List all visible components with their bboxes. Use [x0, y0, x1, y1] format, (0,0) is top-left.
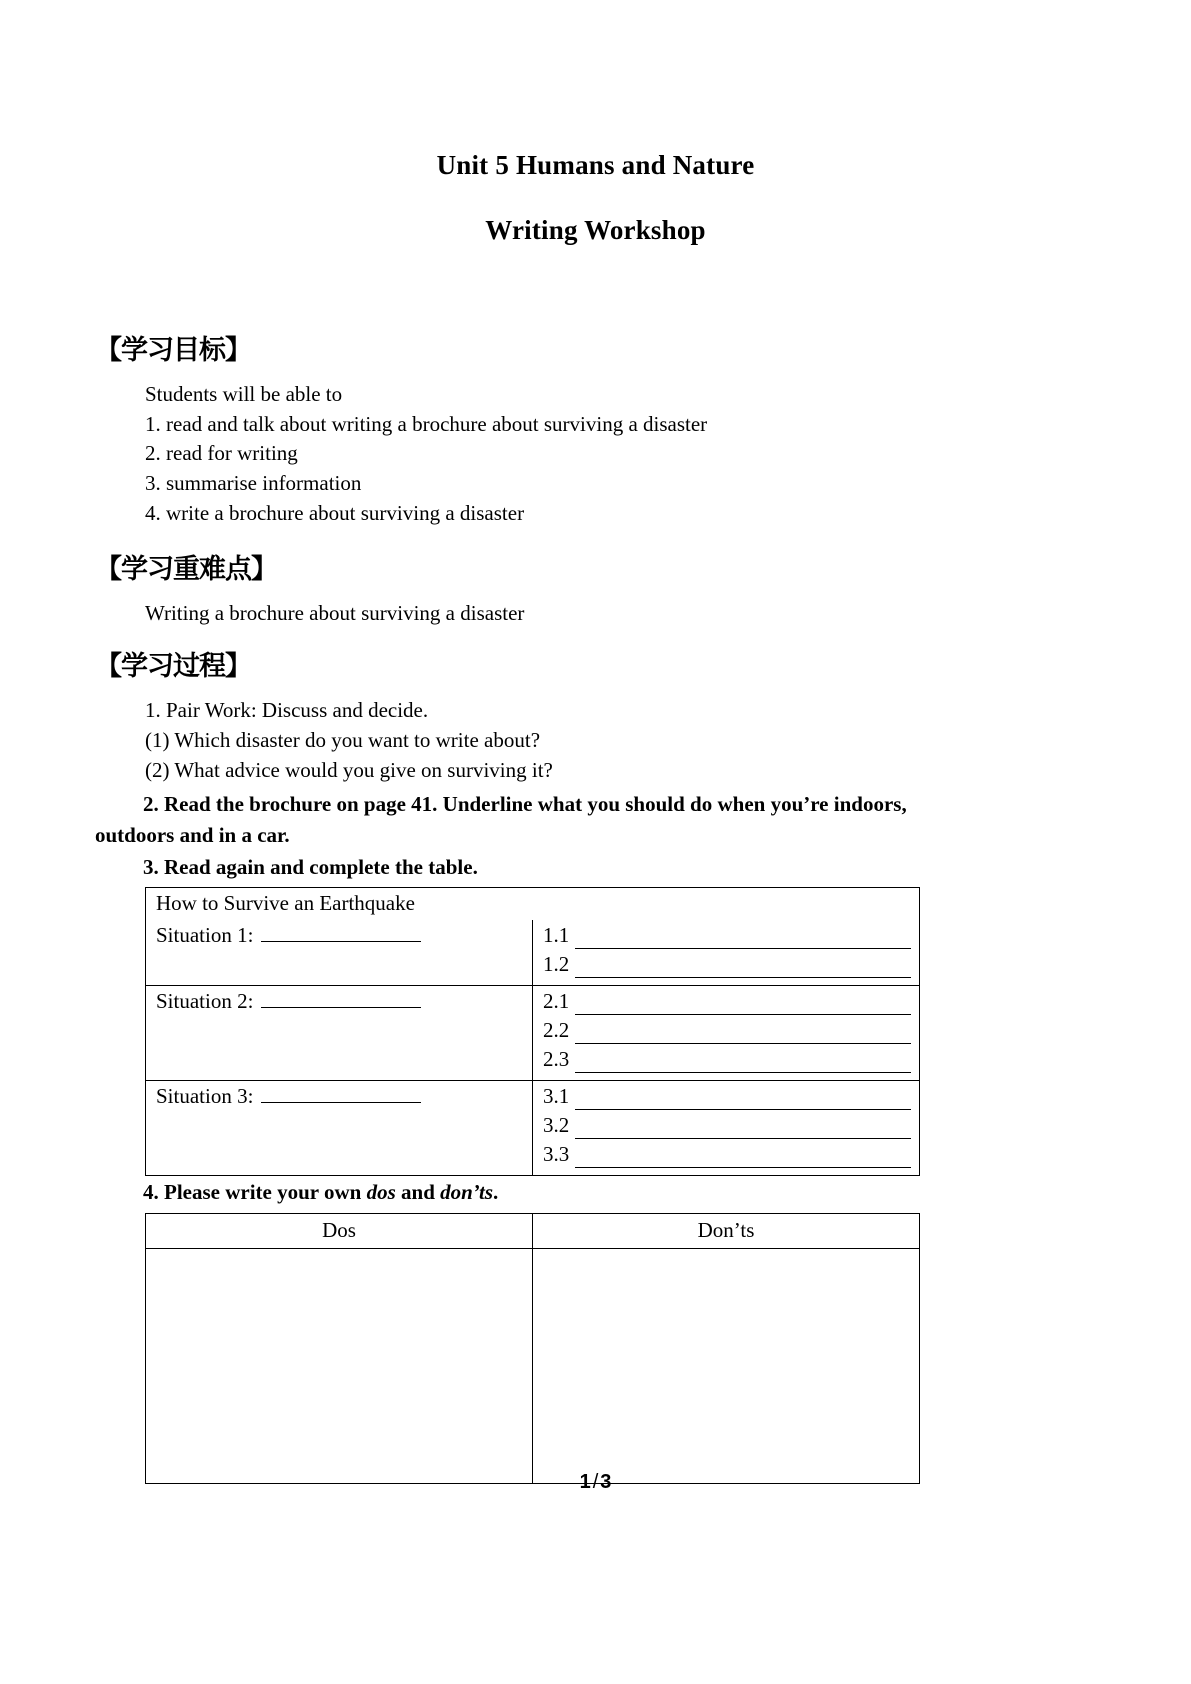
- point-blank-2-3[interactable]: [575, 1053, 911, 1073]
- point-row: [543, 1142, 911, 1171]
- situation-2-points: [533, 986, 919, 1080]
- point-row: [543, 1047, 911, 1076]
- point-label-2-1: 2.1: [543, 989, 570, 1013]
- point-blank-1-1[interactable]: [575, 929, 911, 949]
- survive-table-caption-cell: [146, 888, 920, 921]
- point-row: [543, 989, 911, 1018]
- step4-suffix: .: [493, 1180, 499, 1204]
- dos-column-header: Dos: [146, 1213, 533, 1248]
- process-step1: [95, 696, 1096, 785]
- step2-line-1: 2. Read the brochure on page 41. Underline what you should do when you’re indoors,: [143, 791, 907, 816]
- point-label-1-2: 1.2: [543, 952, 570, 976]
- dos-answer-area[interactable]: [146, 1248, 533, 1483]
- section-heading-focus: 【学习重难点】: [95, 553, 277, 585]
- page-footer: [0, 1471, 1191, 1494]
- donts-column-header: Don’ts: [533, 1213, 920, 1248]
- point-blank-1-2[interactable]: [575, 958, 911, 978]
- goals-item-1: 1. read and talk about writing a brochure about surviving a disaster: [145, 411, 708, 436]
- page-title-sub: Writing Workshop: [485, 215, 706, 245]
- footer-total-pages: 3: [600, 1471, 612, 1493]
- survive-table: [145, 887, 920, 1176]
- situation-2-label: Situation 2:: [156, 989, 254, 1013]
- step1-question-1: (1) Which disaster do you want to write about?: [145, 727, 541, 752]
- table-row: [146, 888, 920, 921]
- table-row: [146, 986, 920, 1081]
- point-row: [543, 923, 911, 952]
- point-blank-2-1[interactable]: [575, 995, 911, 1015]
- situation-3-label-wrap: [146, 1081, 532, 1113]
- point-label-2-2: 2.2: [543, 1018, 570, 1042]
- situation-2-cell: [146, 986, 533, 1081]
- situation-1-cell: [146, 920, 533, 986]
- step4-middle: and: [395, 1180, 441, 1204]
- point-row: [543, 952, 911, 981]
- survive-table-caption: How to Survive an Earthquake: [156, 891, 415, 915]
- point-label-2-3: 2.3: [543, 1047, 570, 1071]
- goals-item-4: 4. write a brochure about surviving a disaster: [145, 501, 525, 525]
- footer-current-page: 1: [579, 1471, 591, 1493]
- situation-2-points-cell: [533, 986, 920, 1081]
- step3-title: 3. Read again and complete the table.: [143, 855, 478, 880]
- step4-italic-dos: dos: [366, 1180, 396, 1204]
- section-heading-goals: 【学习目标】: [95, 335, 251, 366]
- situation-3-cell: [146, 1081, 533, 1176]
- footer-separator: /: [592, 1471, 599, 1493]
- focus-text: Writing a brochure about surviving a disaster: [145, 600, 525, 625]
- goals-item-3: 3. summarise information: [145, 471, 362, 496]
- goals-intro: Students will be able to: [145, 381, 343, 406]
- step2-line-2: outdoors and in a car.: [95, 823, 290, 848]
- situation-1-label-wrap: [146, 920, 532, 952]
- point-row: [543, 1084, 911, 1113]
- situation-2-blank[interactable]: [261, 993, 421, 1008]
- situation-1-blank[interactable]: [261, 927, 421, 942]
- point-label-1-1: 1.1: [543, 923, 570, 947]
- point-blank-2-2[interactable]: [575, 1024, 911, 1044]
- table-row: [146, 1081, 920, 1176]
- goals-item-2: 2. read for writing: [145, 441, 298, 466]
- step4-italic-donts: don’ts: [440, 1180, 494, 1204]
- step4-prefix: 4. Please write your own: [143, 1180, 367, 1204]
- dos-donts-table: [145, 1213, 920, 1484]
- step1-title: 1. Pair Work: Discuss and decide.: [145, 698, 429, 723]
- focus-content: [95, 599, 1096, 629]
- table-row: [146, 1213, 920, 1248]
- donts-answer-area[interactable]: [533, 1248, 920, 1483]
- step4-title: [95, 1178, 1096, 1208]
- point-row: [543, 1018, 911, 1047]
- situation-3-points: [533, 1081, 919, 1175]
- situation-3-blank[interactable]: [261, 1088, 421, 1103]
- point-blank-3-1[interactable]: [575, 1090, 911, 1110]
- section-heading-process: 【学习过程】: [95, 651, 251, 683]
- situation-1-points-cell: [533, 920, 920, 986]
- goals-content: [95, 380, 1096, 529]
- point-blank-3-2[interactable]: [575, 1119, 911, 1139]
- page-title-main: Unit 5 Humans and Nature: [436, 150, 755, 180]
- table-row: [146, 1248, 920, 1483]
- point-label-3-3: 3.3: [543, 1142, 570, 1166]
- situation-1-label: Situation 1:: [156, 923, 254, 947]
- situation-1-points: [533, 920, 919, 985]
- step1-question-2: (2) What advice would you give on surviving it?: [145, 757, 553, 782]
- point-row: [543, 1113, 911, 1142]
- situation-3-label: Situation 3:: [156, 1084, 254, 1108]
- point-blank-3-3[interactable]: [575, 1148, 911, 1168]
- table-row: [146, 920, 920, 986]
- point-label-3-1: 3.1: [543, 1084, 570, 1108]
- situation-2-label-wrap: [146, 986, 532, 1018]
- point-label-3-2: 3.2: [543, 1113, 570, 1137]
- situation-3-points-cell: [533, 1081, 920, 1176]
